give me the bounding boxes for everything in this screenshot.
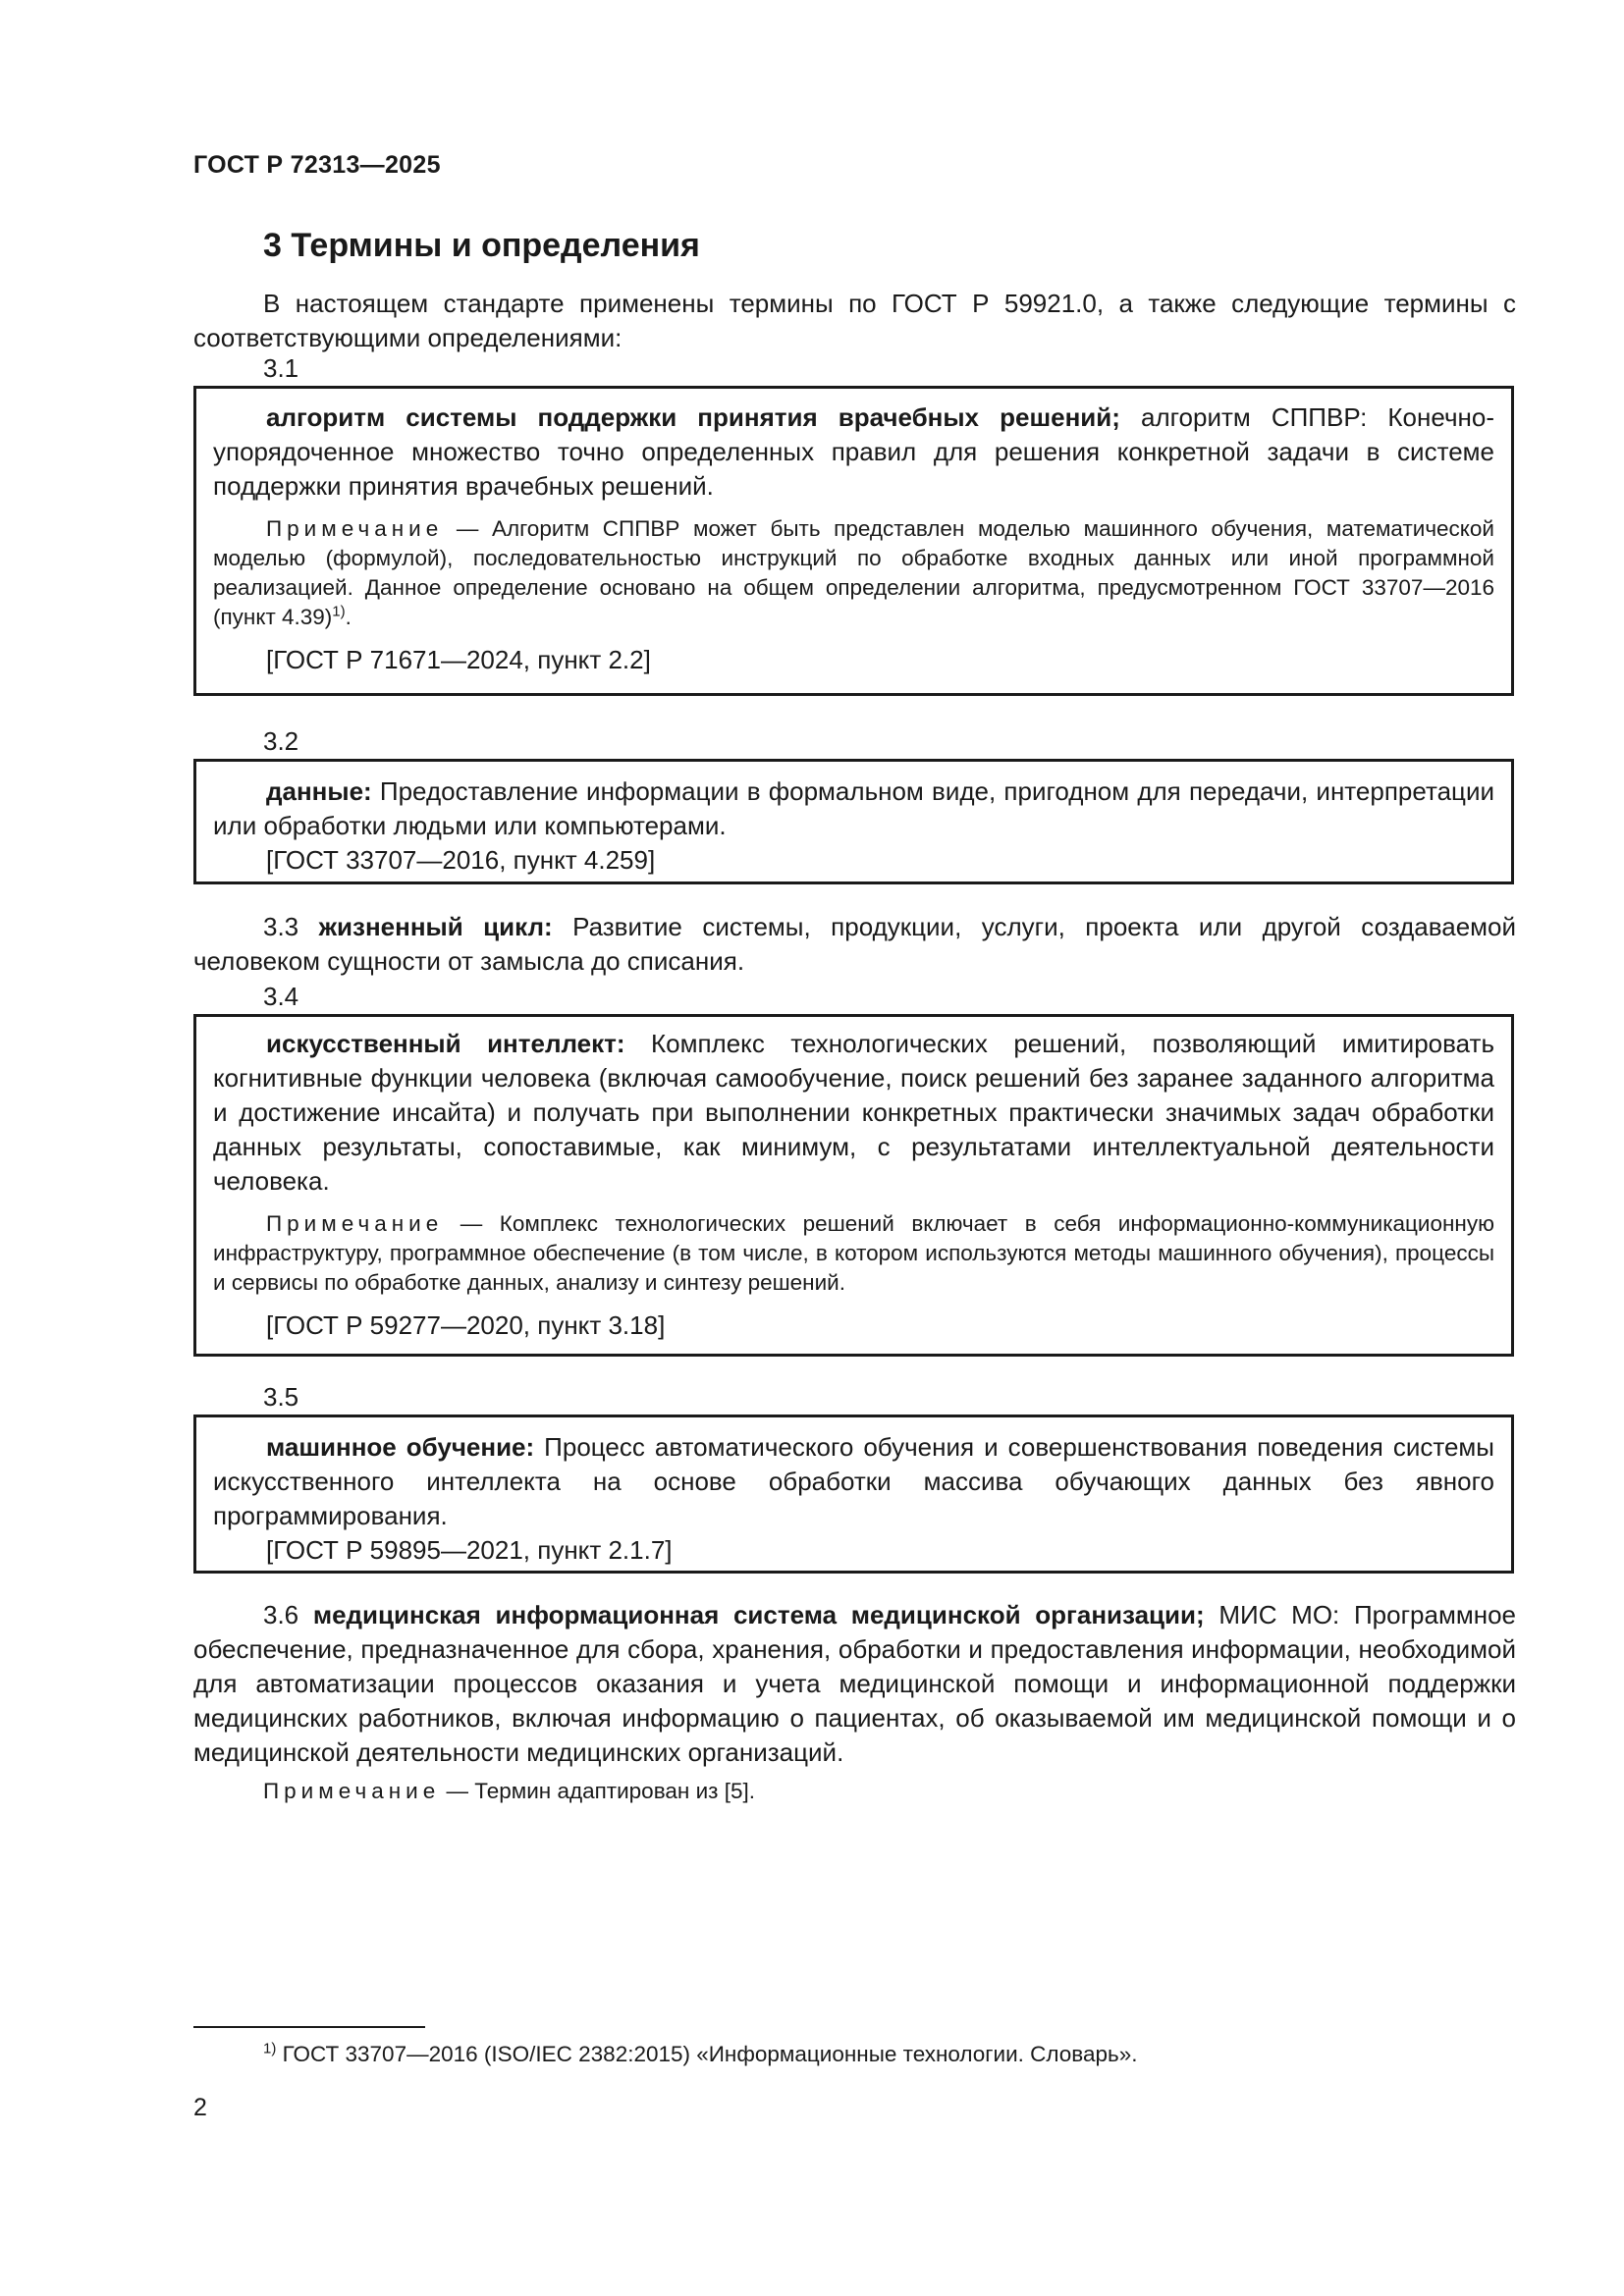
term-box <box>193 1014 1514 1357</box>
term-number: 3.3 <box>263 912 299 941</box>
term-box <box>193 386 1514 696</box>
term-box <box>193 759 1514 884</box>
term-note <box>213 514 1494 632</box>
footnote-text: ГОСТ 33707—2016 (ISO/IEC 2382:2015) «Информационные технологии. Словарь». <box>276 2042 1138 2066</box>
definition-text: алгоритм СППВР: Конечно-упорядоченное множество точно определенных правил для решения конкретной задачи в системе поддержки принятия врачебных решений. <box>213 402 1494 501</box>
note-end: . <box>345 605 352 629</box>
term-paragraph <box>193 1598 1516 1770</box>
term-definition <box>213 1027 1494 1199</box>
footnote-reference[interactable]: 1) <box>332 603 346 620</box>
intro-paragraph: В настоящем стандарте применены термины по ГОСТ Р 59921.0, а также следующие термины с соответствующими определениями: <box>193 289 1516 352</box>
term-definition <box>213 774 1494 843</box>
definition-text: МИС МО: Программное обеспечение, предназначенное для сбора, хранения, обработки и предоставления информации, необходимой для автоматизации процессов оказания и учета медицинской помощи и информационной поддержки медицинских работников, включая информацию о пациентах, об оказываемой им медицинской помощи и о медицинской деятельности медицинских организаций. <box>193 1600 1517 1767</box>
term-source: [ГОСТ Р 71671—2024, пункт 2.2] <box>266 645 651 674</box>
note-label: Примечание <box>266 516 444 541</box>
term-number: 3.1 <box>263 353 299 383</box>
term-number: 3.6 <box>263 1600 299 1629</box>
term-source: [ГОСТ 33707—2016, пункт 4.259] <box>266 845 656 875</box>
definition-text: Комплекс технологических решений, позволяющий имитировать когнитивные функции человека (включая самообучение, поиск решений без заранее заданного алгоритма и достижение инсайта) и получать при выполнении конкретных практически значимых задач обработки данных результаты, сопоставимые, как минимум, с результатами интеллектуальной деятельности человека. <box>213 1029 1494 1196</box>
page-number: 2 <box>193 2094 207 2121</box>
term-name: машинное обучение: <box>266 1432 535 1462</box>
standard-id-header: ГОСТ Р 72313—2025 <box>193 151 441 179</box>
term-source: [ГОСТ Р 59277—2020, пункт 3.18] <box>266 1310 666 1340</box>
term-name: медицинская информационная система медицинской организации; <box>312 1600 1205 1629</box>
term-name: данные: <box>266 776 372 806</box>
section-title: 3 Термины и определения <box>263 227 700 264</box>
term-name: жизненный цикл: <box>318 912 553 941</box>
term-note <box>263 1777 755 1806</box>
term-definition <box>213 1430 1494 1533</box>
note-text: — Термин адаптирован из [5]. <box>440 1779 755 1803</box>
term-number: 3.2 <box>263 726 299 756</box>
footnote-divider <box>193 2026 425 2028</box>
term-number: 3.5 <box>263 1382 299 1412</box>
definition-text: Развитие системы, продукции, услуги, проекта или другой создаваемой человеком сущности от замысла до списания. <box>193 912 1517 976</box>
term-paragraph <box>193 910 1516 979</box>
note-text: — Комплекс технологических решений включает в себя информационно-коммуникационную инфраструктуру, программное обеспечение (в том числе, в котором используются методы машинного обучения), процессы и сервисы по обработке данных, анализу и синтезу решений. <box>213 1211 1494 1295</box>
footnote <box>263 2040 1138 2069</box>
term-name: алгоритм системы поддержки принятия врачебных решений; <box>266 402 1120 432</box>
term-name: искусственный интеллект: <box>266 1029 625 1058</box>
term-definition <box>213 400 1494 504</box>
note-label: Примечание <box>263 1779 441 1803</box>
definition-text: Предоставление информации в формальном виде, пригодном для передачи, интерпретации или обработки людьми или компьютерами. <box>213 776 1494 840</box>
definition-text: Процесс автоматического обучения и совершенствования поведения системы искусственного интеллекта на основе обработки массива обучающих данных без явного программирования. <box>213 1432 1494 1530</box>
note-label: Примечание <box>266 1211 444 1236</box>
footnote-marker: 1) <box>263 2040 277 2057</box>
term-note <box>213 1209 1494 1298</box>
term-source: [ГОСТ Р 59895—2021, пункт 2.1.7] <box>266 1535 673 1565</box>
note-text: — Алгоритм СППВР может быть представлен моделью машинного обучения, математической моделью (формулой), последовательностью инструкций по обработке входных данных или иной программной реализацией. Данное определение основано на общем определении алгоритма, предусмотренном ГОСТ 33707—2016 (пункт 4.39) <box>213 516 1494 629</box>
term-box <box>193 1415 1514 1574</box>
term-number: 3.4 <box>263 982 299 1011</box>
